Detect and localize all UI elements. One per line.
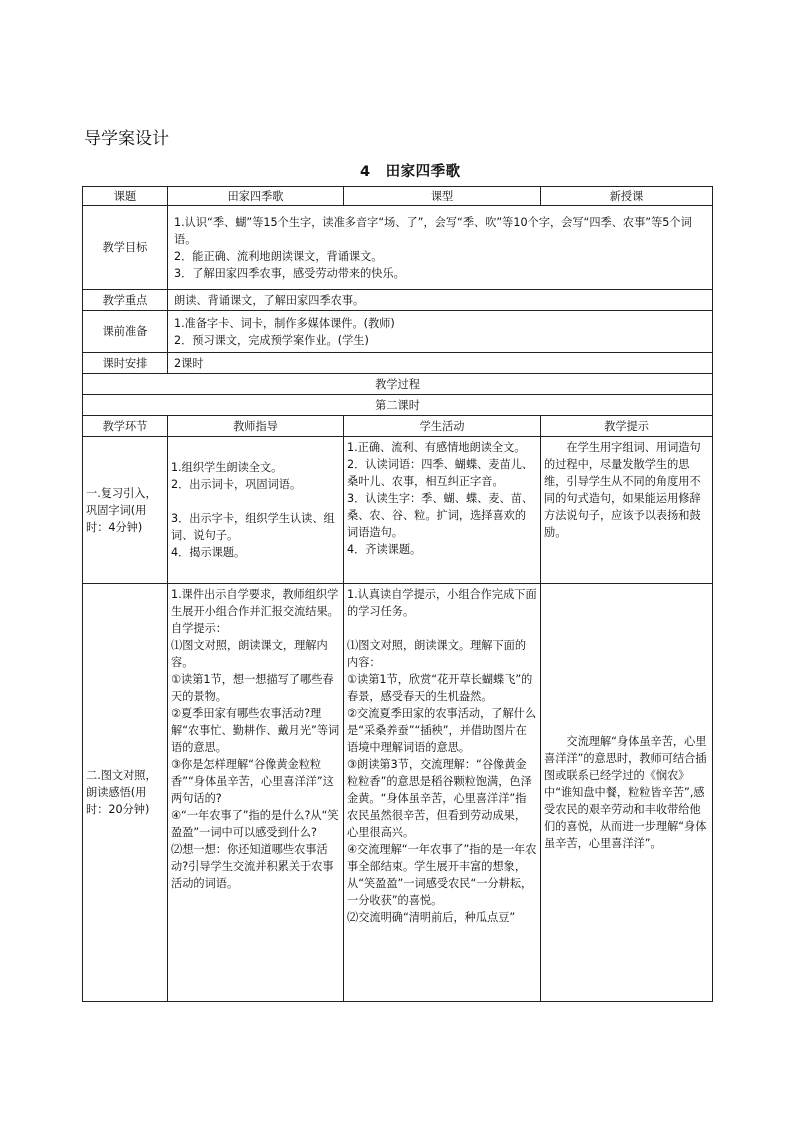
process-title: 教学过程 [83,374,713,395]
prep-cell [168,311,713,353]
lesson-title: 4 田家四季歌 [360,164,461,180]
goals-row [83,206,713,290]
stage2-student [344,584,541,1002]
header-hint: 教学提示 [541,416,713,437]
student-step: ②交流夏季田家的农事活动，了解什么是“采桑养蚕”“插秧”，并借助图片在语境中理解词语的意思。 [347,707,537,754]
teacher-step: ②夏季田家有哪些农事活动?理解“农事忙、勤耕作、戴月光”等词语的意思。 [171,707,340,754]
stage2-teacher [168,584,344,1002]
schedule-label: 课时安排 [83,353,168,374]
schedule-row [83,353,713,374]
topic-value: 田家四季歌 [168,187,344,206]
stage1-row [83,437,713,584]
teacher-step: 自学提示： [171,622,227,635]
period-row [83,395,713,416]
goals-cell [168,206,713,290]
stage1-teacher [168,437,344,584]
topic-label: 课题 [83,187,168,206]
teacher-step: 2．出示词卡，巩固词语。 [171,478,302,491]
student-step: 2．认读词语：四季、蝴蝶、麦苗儿、桑叶儿、农事，相互纠正字音。 [347,458,534,488]
process-header-row [83,416,713,437]
lesson-plan-table [82,186,713,1002]
teacher-step: ⑴图文对照，朗读课文，理解内容。 [171,639,328,669]
focus-label: 教学重点 [83,290,168,311]
type-label: 课型 [344,187,541,206]
schedule-value: 2课时 [168,353,713,374]
stage1-hint [541,437,713,584]
goals-label: 教学目标 [83,206,168,290]
goal-item: 2．能正确、流利地朗读课文，背诵课文。 [174,249,383,263]
hint-text: 在学生用字组词、用词造句的过程中，尽量发散学生的思维，引导学生从不同的角度用不同的句式造句，如果能运用修辞方法说句子，应该予以表扬和鼓励。 [544,441,701,539]
student-step: ⑴图文对照，朗读课文。理解下面的内容： [347,639,527,669]
teacher-step: 3．出示字卡，组织学生认读、组词、说句子。 [171,512,335,542]
goal-item: 1.认识“季、蝴”等15个生字，读准多音字“场、了”，会写“季、吹”等10个字，会写“四季、农事”等5个词语。 [174,215,692,246]
student-step: 4．齐读课题。 [347,543,422,556]
type-value: 新授课 [541,187,713,206]
teacher-step: ④“一年农事了”指的是什么?从“笑盈盈”一词中可以感受到什么? [171,809,339,839]
student-step: ⑵交流明确“清明前后，种瓜点豆” [347,911,516,924]
student-step: 1.认真读自学提示，小组合作完成下面的学习任务。 [347,588,537,618]
stage1-name: 一.复习引入，巩固字词(用时：4分钟) [83,437,168,584]
teacher-step: ①读第1节，想一想描写了哪些春天的景物。 [171,673,334,703]
student-step: 3．认读生字：季、蝴、蝶、麦、苗、桑、农、谷、粒。扩词，选择喜欢的词语造句。 [347,492,534,539]
teacher-step: 1.组织学生朗读全文。 [171,461,283,474]
topic-row [83,187,713,206]
stage2-hint [541,584,713,1002]
teacher-step: 4．揭示课题。 [171,546,246,559]
student-step: ③朗读第3节，交流理解：“谷像黄金粒粒香”的意思是稻谷颗粒饱满，色泽金黄。“身体虽辛苦，心里喜洋洋”指农民虽然很辛苦，但看到劳动成果，心里很高兴。 [347,758,532,839]
page-heading: 导学案设计 [84,129,169,149]
teacher-step: 1.课件出示自学要求，教师组织学生展开小组合作并汇报交流结果。 [171,588,339,618]
teacher-step: ⑵想一想：你还知道哪些农事活动?引导学生交流并积累关于农事活动的词语。 [171,843,334,890]
focus-value: 朗读、背诵课文，了解田家四季农事。 [168,290,713,311]
teacher-step: ③你是怎样理解“谷像黄金粒粒香”“身体虽辛苦，心里喜洋洋”这两句话的? [171,758,334,805]
hint-text: 交流理解“身体虽辛苦，心里喜洋洋”的意思时，教师可结合插图或联系已经学过的《悯农》中“谁知盘中餐，粒粒皆辛苦”,感受农民的艰辛劳动和丰收带给他们的喜悦，从而进一步理解“身体虽辛苦，心里喜洋洋”。 [544,735,707,850]
prep-label: 课前准备 [83,311,168,353]
prep-row [83,311,713,353]
process-title-row [83,374,713,395]
stage1-student [344,437,541,584]
goal-item: 3．了解田家四季农事，感受劳动带来的快乐。 [174,266,405,280]
prep-item: 1.准备字卡、词卡，制作多媒体课件。(教师) [174,316,395,330]
header-student: 学生活动 [344,416,541,437]
student-step: 1.正确、流利、有感情地朗读全文。 [347,441,526,454]
student-step: ①读第1节，欣赏“花开草长蝴蝶飞”的春景，感受春天的生机盎然。 [347,673,533,703]
prep-item: 2．预习课文，完成预学案作业。(学生) [174,333,369,347]
stage2-name: 二.图文对照，朗读感悟(用时：20分钟) [83,584,168,1002]
focus-row [83,290,713,311]
period-title: 第二课时 [83,395,713,416]
header-teacher: 教师指导 [168,416,344,437]
stage2-row [83,584,713,1002]
student-step: ④交流理解“一年农事了”指的是一年农事全部结束。学生展开丰富的想象，从“笑盈盈”一词感受农民“一分耕耘，一分收获”的喜悦。 [347,843,537,907]
header-stage: 教学环节 [83,416,168,437]
